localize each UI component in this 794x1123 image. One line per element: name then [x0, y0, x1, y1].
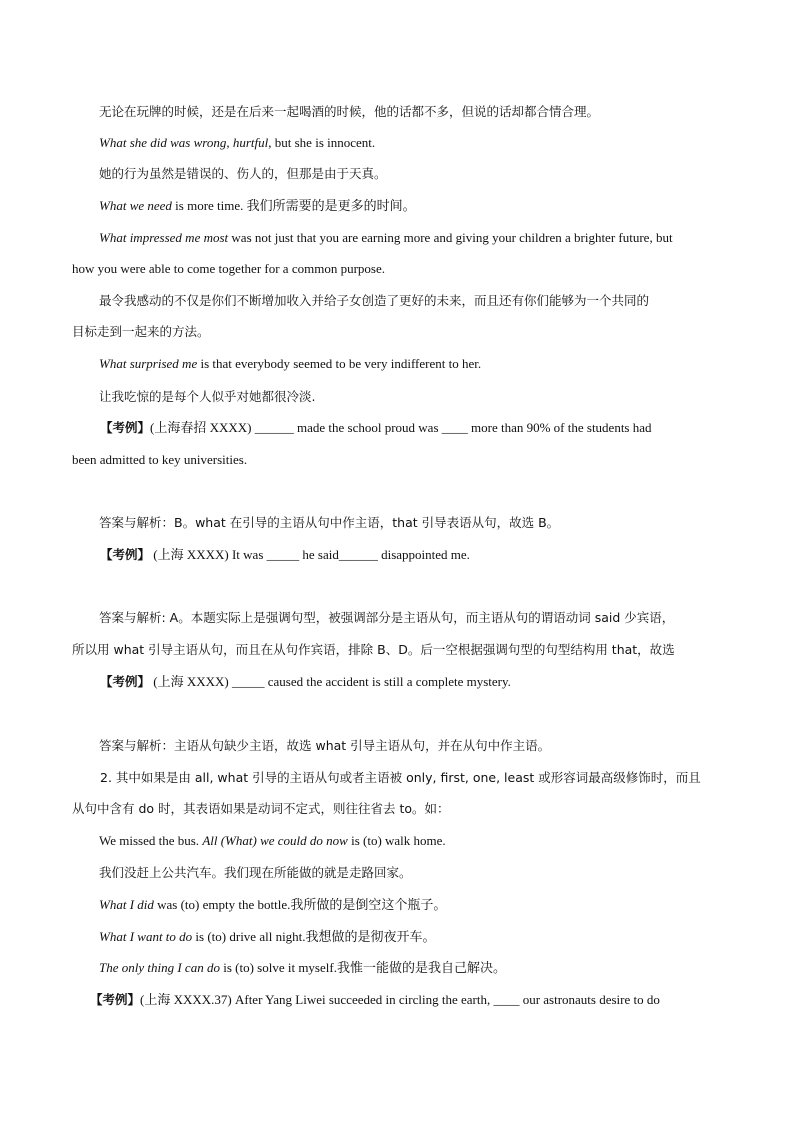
example-sentence — [99, 355, 751, 373]
exam-example-line — [90, 991, 724, 1009]
rule-paragraph: 2. 其中如果是由 all, what 引导的主语从句或者主语被 only, first, one, least 或形容词最高级修饰时，而且 — [100, 770, 701, 785]
emphasized-clause: What we need — [99, 198, 172, 213]
translation-line: 她的行为虽然是错误的、伤人的，但那是由于天真。 — [99, 166, 387, 181]
exam-tag: 【考例】 — [100, 547, 151, 562]
example-sentence — [99, 959, 751, 977]
exam-example-line — [100, 673, 752, 691]
emphasized-clause: The only thing I can do — [99, 960, 220, 975]
paragraph-line: 无论在玩牌的时候，还是在后来一起喝酒的时候，他的话都不多，但说的话却都合情合理。 — [99, 104, 600, 119]
sentence-rest: is (to) drive all night.我想做的是彻夜开车。 — [192, 929, 436, 944]
emphasized-clause: What surprised me — [99, 356, 198, 371]
example-sentence — [99, 197, 751, 215]
translation-line-continued: 目标走到一起来的方法。 — [72, 324, 210, 339]
translation-line: 让我吃惊的是每个人似乎对她都很冷淡. — [99, 389, 316, 404]
sentence-rest: is more time. 我们所需要的是更多的时间。 — [171, 198, 416, 213]
exam-question: (上海春招 XXXX) ______ made the school proud was ____ more than 90% of the students had — [150, 420, 652, 435]
exam-example-line — [100, 419, 724, 437]
answer-explanation-continued: 所以用 what 引导主语从句，而且在从句作宾语，排除 B、D。后一空根据强调句型的句型结构用 that，故选 — [72, 642, 675, 657]
sentence-rest: was (to) empty the bottle.我所做的是倒空这个瓶子。 — [153, 897, 447, 912]
exam-tag: 【考例】 — [100, 420, 151, 435]
emphasized-clause: What I did — [99, 897, 154, 912]
example-sentence — [99, 229, 723, 247]
example-sentence — [99, 928, 751, 946]
answer-explanation: 答案与解析：B。what 在引导的主语从句中作主语，that 引导表语从句，故选 B。 — [99, 515, 560, 530]
exam-question: (上海 XXXX) It was _____ he said______ disappointed me. — [150, 547, 470, 562]
rule-paragraph-continued: 从句中含有 do 时，其表语如果是动词不定式，则往往省去 to。如： — [72, 801, 450, 816]
answer-explanation: 答案与解析: A。本题实际上是强调句型，被强调部分是主语从句，而主语从句的谓语动词 said 少宾语， — [99, 610, 675, 625]
sentence-rest: was not just that you are earning more and giving your children a brighter future, but — [228, 230, 673, 245]
sentence-prefix: We missed the bus. — [99, 833, 203, 848]
emphasized-clause: What I want to do — [99, 929, 193, 944]
sentence-rest: is that everybody seemed to be very indifferent to her. — [197, 356, 482, 371]
emphasized-clause: All (What) we could do now — [202, 833, 348, 848]
exam-tag: 【考例】 — [100, 674, 151, 689]
exam-tag: 【考例】 — [90, 992, 141, 1007]
answer-explanation: 答案与解析：主语从句缺少主语，故选 what 引导主语从句，并在从句中作主语。 — [99, 738, 551, 753]
sentence-rest: is (to) walk home. — [347, 833, 446, 848]
sentence-rest: , but she is innocent. — [268, 135, 376, 150]
emphasized-clause: What she did was wrong, hurtful — [99, 135, 269, 150]
exam-question-continued: been admitted to key universities. — [72, 452, 248, 467]
exam-question: (上海 XXXX.37) After Yang Liwei succeeded in circling the earth, ____ our astronauts desire to do — [140, 992, 660, 1007]
exam-example-line — [100, 546, 752, 564]
example-sentence — [99, 134, 751, 152]
exam-question: (上海 XXXX) _____ caused the accident is still a complete mystery. — [150, 674, 511, 689]
emphasized-clause: What impressed me most — [99, 230, 229, 245]
example-sentence — [99, 832, 751, 850]
example-sentence — [99, 896, 751, 914]
example-sentence-continued: how you were able to come together for a common purpose. — [72, 261, 385, 276]
translation-line: 最令我感动的不仅是你们不断增加收入并给子女创造了更好的未来，而且还有你们能够为一个共同的 — [99, 293, 650, 308]
translation-line: 我们没赶上公共汽车。我们现在所能做的就是走路回家。 — [99, 865, 412, 880]
sentence-rest: is (to) solve it myself.我惟一能做的是我自己解决。 — [219, 960, 506, 975]
